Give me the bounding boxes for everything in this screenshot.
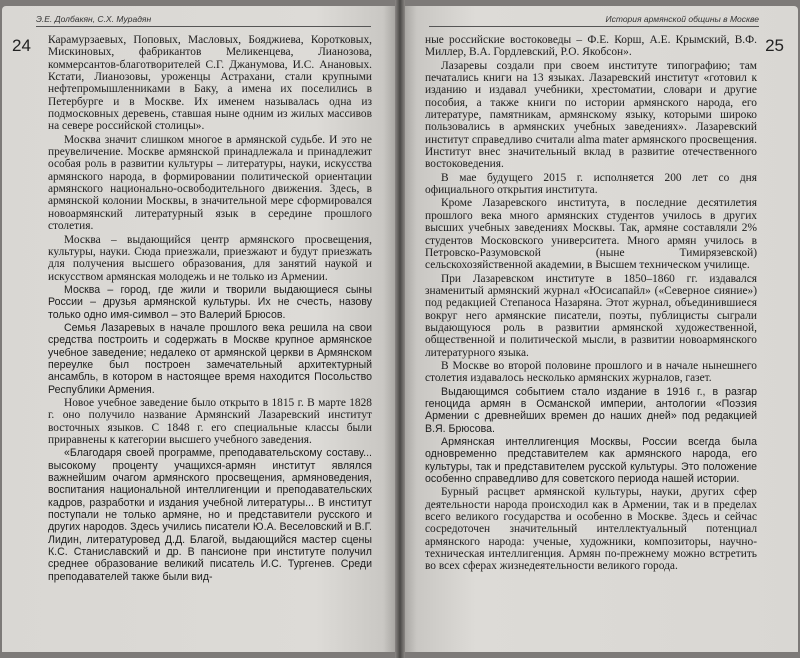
paragraph: В мае будущего 2015 г. исполняется 200 лет со дня официального открытия института. [425, 171, 757, 197]
paragraph: Армянская интеллигенция Москвы, России всегда была одновременно представителем как армянского народа, его культуры, так и представителем русской культуры. Это положение особенно справедливо для советского периода нашей истории. [425, 436, 757, 486]
paragraph: ные российские востоковеды – Ф.Е. Корш, А.Е. Крымский, В.Ф. Миллер, В.А. Гордлевский, Р.О. Якобсон». [425, 34, 757, 59]
book-gutter [395, 0, 405, 658]
left-page [2, 6, 395, 652]
paragraph: Москва значит слишком многое в армянской судьбе. И это не преувеличение. Москве армянской принадлежала и принадлежит особая роль в развитии культуры – литературы, науки, искусства армянского народа, в формировании политической ориентации армянского национально-освободительного движения. Здесь, в армянской колонии Москвы, в значительной мере сформировался новоармянский литературный язык в середине прошлого столетия. [48, 133, 372, 233]
paragraph: Кроме Лазаревского института, в последние десятилетия прошлого века много армянских студентов училось в других высших учебных заведениях Москвы. Так, армяне составляли 2% студентов Московского университета. Много армян училось в Петровско-Разумовской (ныне Тимирязевской) сельскохозяйственной академии, в Высшем техническом училище. [425, 197, 757, 272]
paragraph: Выдающимся событием стало издание в 1916 г., в разгар геноцида армян в Османской империи, антологии «Поэзия Армении с древнейших времен до наших дней» под редакцией В.Я. Брюсова. [425, 385, 757, 435]
paragraph: Москва – выдающийся центр армянского просвещения, культуры, науки. Сюда приезжали, приезжают и будут приезжать для получения высшего образования, для занятий наукой и искусством армянская молодежь и не только из Армении. [48, 233, 372, 283]
paragraph: Лазаревы создали при своем институте типографию; там печатались книги на 13 языках. Лазаревский институт «готовил к изданию и издавал учебники, хрестоматии, словари и другие пособия, а также книги по истории армянского народа, его литературе, памятникам, армянскому языку, которыми широко пользовались в армянских учебных заведениях». Лазаревский институт справедливо считали alma mater армянского просвещения. Институт внес значительный вклад в развитие отечественного востоковедения. [425, 59, 757, 171]
paragraph: Бурный расцвет армянской культуры, науки, других сфер деятельности народа происходил как в Армении, так и в пределах всего великого государства и особенно в Москве. Здесь и сейчас сосредоточен значительный интеллектуальный потенциал армянского народа: ученые, художники, композиторы, научно-техническая интеллигенция. Армян по-прежнему можно встретить во всех сферах жизнедеятельности великого города. [425, 486, 757, 573]
left-page-text [48, 34, 372, 584]
paragraph: Семья Лазаревых в начале прошлого века решила на свои средства построить и содержать в Москве крупное армянское учебное заведение; недалеко от армянской церкви в Армянском переулке был построен замечательный архитектурный ансамбль, в котором в настоящее время находится Посольство Республики Армения. [48, 321, 372, 396]
left-running-head: Э.Е. Долбакян, С.Х. Мурадян [36, 14, 371, 27]
right-page-number: 25 [765, 36, 784, 55]
paragraph: Москва – город, где жили и творили выдающиеся сыны России – друзья армянской культуры. Их не счесть, назову только одно имя-символ – это Валерий Брюсов. [48, 283, 372, 321]
left-page-number: 24 [12, 36, 31, 55]
paragraph: При Лазаревском институте в 1850–1860 гг. издавался знаменитый армянский журнал «Юсисапайл» («Северное сияние») под редакцией Степаноса Назаряна. Этот журнал, объединившиеся вокруг него армянские писатели, поэты, публицисты сыграли выдающуюся роль в развитии армянской художественной, общественной и политической мысли, в развитии новоармянского литературного языка. [425, 272, 757, 359]
right-page-text [425, 34, 757, 574]
right-running-head: История армянской общины в Москве [429, 14, 759, 27]
paragraph: В Москве во второй половине прошлого и в начале нынешнего столетия издавалось несколько армянских журналов, газет. [425, 359, 757, 385]
right-page [405, 6, 798, 652]
paragraph: Новое учебное заведение было открыто в 1815 г. В марте 1828 г. оно получило название Армянский Лазаревский институт восточных языков. С 1848 г. его специальные классы были приравнены к категории высшего учебного заведения. [48, 396, 372, 446]
paragraph: «Благодаря своей программе, преподавательскому составу... высокому проценту учащихся-армян институт являлся важнейшим очагом армянского просвещения, армяноведения, воспитания национальной интеллигенции и преподавательских кадров, разработки и издания учебной литературы... В институт поступали не только армяне, но и представители русского и других народов. Здесь учились писатели Ю.А. Веселовский и В.Г. Лидин, литературовед Д.Д. Благой, выдающийся мастер сцены К.С. Станиславский и др. В пансионе при институте получил среднее образование великий писатель И.С. Тургенев. Среди преподавателей также были вид- [48, 447, 372, 583]
paragraph: Карамурзаевых, Поповых, Масловых, Бояджиева, Коротковых, Мискиновых, фабрикантов Меликенцева, Лианозова, коммерсантов-благотворителей С.Г. Джанумова, И.С. Анановых. Кстати, Лианозовы, уроженцы Астрахани, стали крупными нефтепромышленниками в Баку, а имена их поселились в Петербурге и в Москве. Их именем называлась одна из подмосковных деревень, ставшая ныне одним из жилых массивов на севере российской столицы». [48, 34, 372, 133]
